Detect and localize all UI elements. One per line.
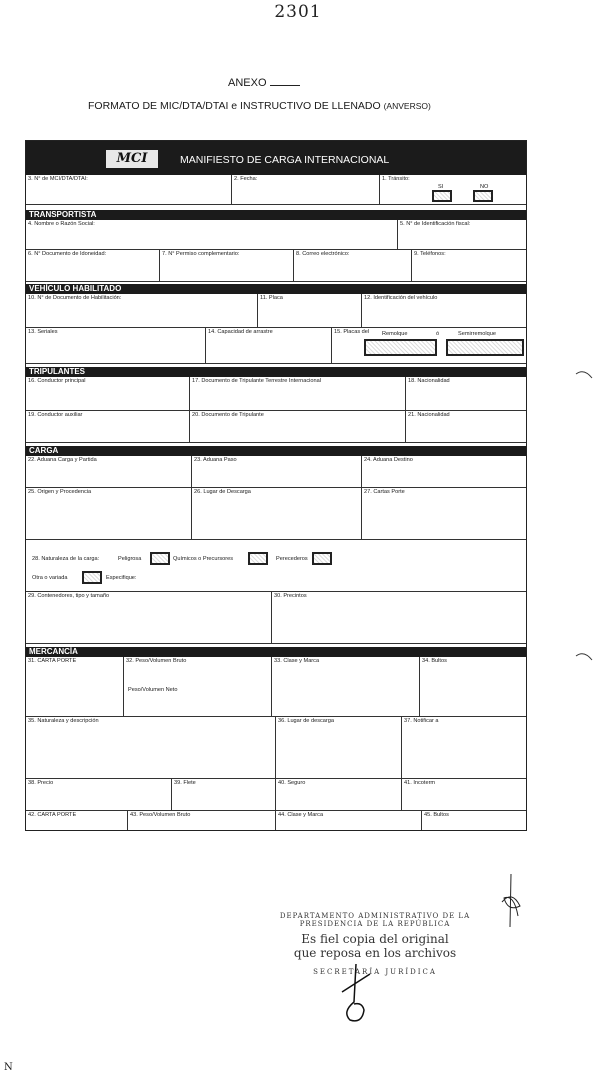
net-weight-label: Peso/Volumen Neto — [128, 687, 178, 693]
signature-icon — [498, 872, 524, 932]
stamp-line-3: Es fiel copia del original — [301, 932, 449, 946]
form-subtitle: FORMATO DE MIC/DTA/DTAI e INSTRUCTIVO DE LLENADO (ANVERSO) — [88, 100, 431, 112]
stamp-line-2: PRESIDENCIA DE LA REPÚBLICA — [299, 920, 451, 928]
field-crew-doc[interactable]: 17. Documento de Tripulante Terrestre Internacional — [190, 377, 406, 411]
semitrailer-plate-box[interactable] — [446, 339, 524, 356]
field-trailer-plates: 15. Placas del — [332, 328, 526, 364]
or-label: ó — [436, 331, 440, 337]
field-origin[interactable]: 25. Origen y Procedencia — [26, 488, 192, 540]
other-label: Otra o variada — [32, 575, 68, 581]
chemicals-label: Químicos o Precursores — [173, 556, 233, 562]
section-tripulantes: TRIPULANTES — [26, 367, 526, 377]
margin-mark-1 — [574, 368, 594, 384]
field-nationality-2[interactable]: 21. Nacionalidad — [406, 411, 526, 443]
field-customs-transit[interactable]: 23. Aduana Paso — [192, 456, 362, 488]
section-carga: CARGA — [26, 446, 526, 456]
field-class-brand-2[interactable]: 44. Clase y Marca — [276, 811, 422, 830]
transit-no-checkbox[interactable] — [473, 190, 493, 202]
field-serials[interactable]: 13. Seriales — [26, 328, 206, 364]
transit-si-label: SI — [438, 184, 444, 190]
field-tax-id[interactable]: 5. N° de Identificación fiscal: — [398, 220, 526, 250]
field-waybills[interactable]: 27. Cartas Porte — [362, 488, 526, 540]
specify-label: Especifique: — [106, 575, 137, 581]
field-vehicle-id[interactable]: 12. Identificación del vehículo — [362, 294, 526, 328]
field-class-brand-1[interactable]: 33. Clase y Marca — [272, 657, 420, 717]
stamp-signature-icon — [336, 962, 376, 1024]
field-waybill-1[interactable]: 31. CARTA PORTE — [26, 657, 124, 717]
form-header — [26, 141, 526, 175]
field-mci-number[interactable]: 3. N° de MCI/DTA/DTAI: — [26, 175, 232, 205]
field-customs-destination[interactable]: 24. Aduana Destino — [362, 456, 526, 488]
field-packages-2[interactable]: 45. Bultos — [424, 812, 449, 818]
field-weight-1[interactable]: 32. Peso/Volumen Bruto — [124, 657, 272, 717]
mci-form — [25, 140, 527, 831]
field-transit: 1. Tránsito: — [380, 175, 526, 205]
field-suitability-doc[interactable]: 6. N° Documento de Idoneidad: — [26, 250, 160, 282]
field-phones[interactable]: 9. Teléfonos: — [412, 250, 526, 282]
field-habilitation-doc[interactable]: 10. N° de Documento de Habilitación: — [26, 294, 258, 328]
stamp-line-4: que reposa en los archivos — [293, 946, 457, 960]
field-complementary-permit[interactable]: 7. N° Permiso complementario: — [160, 250, 294, 282]
perishable-checkbox[interactable] — [312, 552, 332, 565]
section-transportista: TRANSPORTISTA — [26, 210, 526, 220]
transit-no-label: NO — [480, 184, 489, 190]
transit-si-checkbox[interactable] — [432, 190, 452, 202]
field-incoterm[interactable]: 41. Incoterm — [402, 779, 526, 811]
section-vehiculo: VEHÍCULO HABILITADO — [26, 284, 526, 294]
field-freight[interactable]: 39. Flete — [172, 779, 276, 811]
field-discharge-place[interactable]: 36. Lugar de descarga — [276, 717, 402, 779]
field-crew-doc-2[interactable]: 20. Documento de Tripulante — [190, 411, 406, 443]
field-insurance[interactable]: 40. Seguro — [276, 779, 402, 811]
field-email[interactable]: 8. Correo electrónico: — [294, 250, 412, 282]
perishable-label: Perecederos — [276, 556, 308, 562]
stamp-line-1: DEPARTAMENTO ADMINISTRATIVO DE LA — [279, 912, 471, 920]
other-checkbox[interactable] — [82, 571, 102, 584]
field-cargo-nature — [26, 540, 526, 592]
page-number: 2301 — [274, 2, 322, 22]
field-weight-2[interactable]: 43. Peso/Volumen Bruto — [128, 811, 276, 830]
dangerous-label: Peligrosa — [118, 556, 142, 562]
corner-mark: N — [4, 1062, 13, 1073]
field-unload-place[interactable]: 26. Lugar de Descarga — [192, 488, 362, 540]
field-seals[interactable]: 30. Precintos — [272, 592, 526, 644]
field-plate[interactable]: 11. Placa — [258, 294, 362, 328]
cargo-nature-label: 28. Naturaleza de la carga: — [32, 556, 100, 562]
stamp-line-5: SECRETARÍA JURÍDICA — [313, 968, 437, 976]
field-notify[interactable]: 37. Notificar a — [402, 717, 526, 779]
field-packages-1[interactable]: 34. Bultos — [420, 657, 526, 717]
field-aux-driver[interactable]: 19. Conductor auxiliar — [26, 411, 190, 443]
chemicals-checkbox[interactable] — [248, 552, 268, 565]
margin-mark-2 — [574, 650, 594, 666]
field-customs-departure[interactable]: 22. Aduana Carga y Partida — [26, 456, 192, 488]
field-nationality-1[interactable]: 18. Nacionalidad — [406, 377, 526, 411]
semitrailer-label: Semirremolque — [458, 331, 496, 337]
field-main-driver[interactable]: 16. Conductor principal — [26, 377, 190, 411]
field-towing-capacity[interactable]: 14. Capacidad de arrastre — [206, 328, 332, 364]
dangerous-checkbox[interactable] — [150, 552, 170, 565]
section-mercancia: MERCANCÍA — [26, 647, 526, 657]
field-description[interactable]: 35. Naturaleza y descripción — [26, 717, 276, 779]
trailer-label: Remolque — [382, 331, 408, 337]
field-price[interactable]: 38. Precio — [26, 779, 172, 811]
trailer-plate-box[interactable] — [364, 339, 437, 356]
annex-label: ANEXO — [228, 77, 300, 89]
field-date[interactable]: 2. Fecha: — [232, 175, 380, 205]
mci-logo: MCI — [106, 150, 158, 168]
form-title: MANIFIESTO DE CARGA INTERNACIONAL — [180, 154, 390, 166]
field-waybill-2[interactable]: 42. CARTA PORTE — [26, 811, 128, 830]
field-company-name[interactable]: 4. Nombre o Razón Social: — [26, 220, 398, 250]
field-containers[interactable]: 29. Contenedores, tipo y tamaño — [26, 592, 272, 644]
